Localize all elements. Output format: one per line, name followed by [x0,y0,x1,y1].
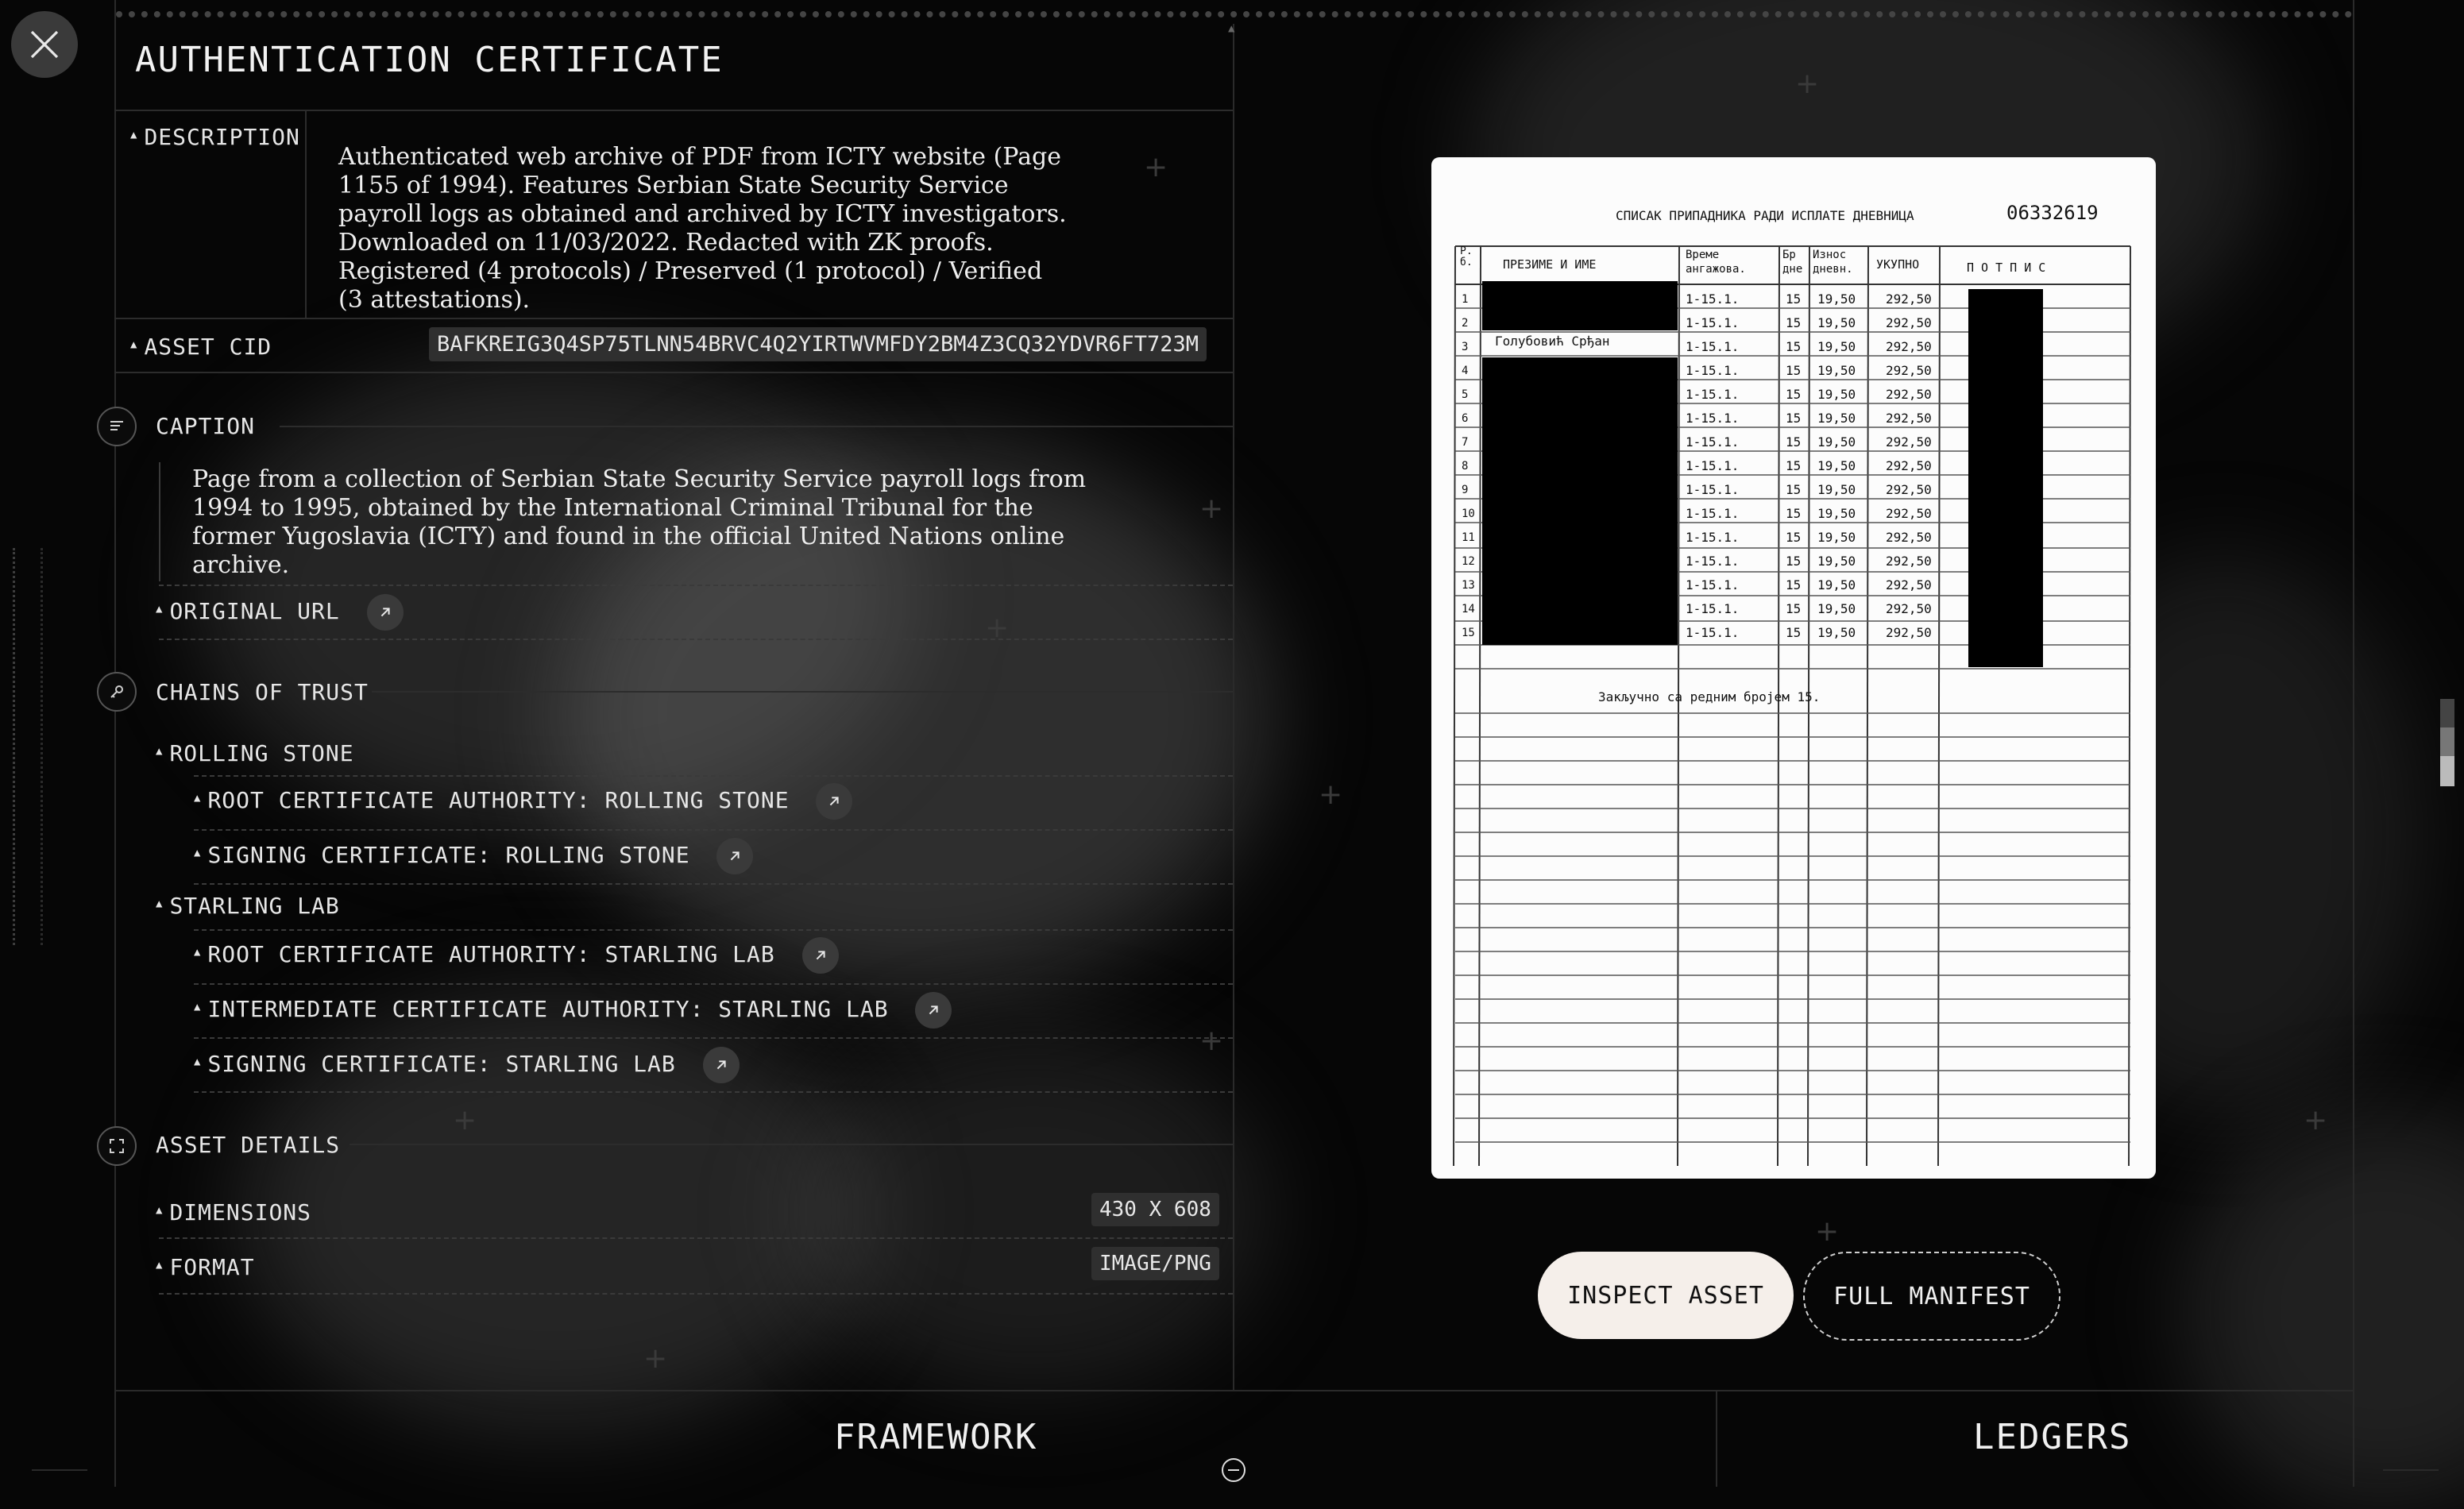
doc-closing-note: Закључно са редним бројем 15. [1598,689,1821,704]
doc-days-column: 15 15 15 15 15 15 15 15 15 15 15 15 15 15 15 [1786,291,1802,640]
external-link-icon[interactable] [367,594,404,631]
doc-col-days: Бр дне [1782,249,1803,276]
chains-of-trust-label: CHAINS OF TRUST [156,679,369,705]
divider-marker-icon: ▲ [1228,22,1235,35]
original-url-row[interactable]: ▲ ORIGINAL URL [156,594,404,631]
dimensions-value: 430 X 608 [1091,1193,1219,1226]
starling-lab-root-ca[interactable]: ▲ ROOT CERTIFICATE AUTHORITY: STARLING LAB [194,937,839,974]
starling-lab-signing-cert[interactable]: ▲ SIGNING CERTIFICATE: STARLING LAB [194,1047,740,1083]
rolling-stone-root-ca[interactable]: ▲ ROOT CERTIFICATE AUTHORITY: ROLLING STONE [194,783,852,820]
caption-text: Page from a collection of Serbian State Security Service payroll logs from 1994 to 1995, obtained by the International Criminal Tribunal for the former Yugoslavia (ICTY) and found in the official United Nations online archive. [192,465,1087,579]
asset-cid-label: ▲ ASSET CID [130,334,272,360]
format-value: IMAGE/PNG [1091,1247,1219,1280]
document-heading: СПИСАК ПРИПАДНИКА РАДИ ИСПЛАТЕ ДНЕВНИЦА [1616,208,1914,223]
description-label: ▲ DESCRIPTION [130,124,300,150]
caption-icon [97,407,137,446]
footer-ledgers-tab[interactable]: LEDGERS [1973,1417,2132,1457]
doc-col-time: Време ангажова. [1686,249,1746,276]
external-link-icon[interactable] [915,992,952,1029]
edge-noise-decoration [13,548,43,945]
doc-col-rate: Износ дневн. [1813,249,1853,276]
doc-visible-name: Голубовић Срђан [1495,334,1610,349]
doc-row-numbers: 1 2 3 4 5 6 7 8 9 10 11 12 13 14 15 [1462,293,1475,639]
chain-group-rolling-stone[interactable]: ▲ ROLLING STONE [156,740,354,766]
doc-col-total: УКУПНО [1876,257,1920,272]
close-icon [25,25,64,64]
external-link-icon[interactable] [816,783,852,820]
document-number: 06332619 [2006,202,2099,224]
fullscreen-icon [97,1126,137,1166]
external-link-icon[interactable] [716,838,753,874]
doc-period-column: 1-15.1. 1-15.1. 1-15.1. 1-15.1. 1-15.1. 1-15.1. 1-15.1. 1-15.1. 1-15.1. 1-15.1. 1-15.1. 1-15.1. 1-15.1. 1-15.1. 1-15.1. [1686,291,1740,640]
doc-col-signature: П О Т П И С [1967,261,2046,275]
rolling-stone-signing-cert[interactable]: ▲ SIGNING CERTIFICATE: ROLLING STONE [194,838,753,874]
doc-rate-column: 19,50 19,50 19,50 19,50 19,50 19,50 19,50 19,50 19,50 19,50 19,50 19,50 19,50 19,50 19,50 [1817,291,1856,640]
description-text: Authenticated web archive of PDF from ICTY website (Page 1155 of 1994). Features Serbian State Security Service payroll logs as obtained and archived by ICTY investigators. Downloaded on 11/03/2022. Redacted with ZK proofs. Registered (4 protocols) / Preserved (1 protocol) / Verified (3 attestations). [338,143,1067,314]
full-manifest-button[interactable]: FULL MANIFEST [1803,1252,2060,1341]
chain-group-starling-lab[interactable]: ▲ STARLING LAB [156,893,340,919]
page-title: AUTHENTICATION CERTIFICATE [135,40,724,80]
inspect-asset-button[interactable]: INSPECT ASSET [1538,1252,1794,1339]
scroll-indicator[interactable] [2440,699,2454,786]
asset-cid-value[interactable]: BAFKREIG3Q4SP75TLNN54BRVC4Q2YIRTWVMFDY2BM4Z3CQ32YDVR6FT723M [429,327,1207,361]
close-button[interactable] [11,11,78,78]
doc-col-rb: Р. б. [1460,245,1473,268]
dimensions-label: ▲ DIMENSIONS [156,1199,312,1225]
footer-framework-tab[interactable]: FRAMEWORK [834,1417,1038,1457]
asset-preview-image[interactable] [1431,157,2156,1179]
minimize-icon[interactable] [1222,1458,1246,1482]
key-icon [97,672,137,712]
doc-col-name: ПРЕЗИМЕ И ИМЕ [1503,257,1597,272]
external-link-icon[interactable] [703,1047,740,1083]
asset-details-label: ASSET DETAILS [156,1132,341,1158]
doc-total-column: 292,50 292,50 292,50 292,50 292,50 292,50 292,50 292,50 292,50 292,50 292,50 292,50 292,50 292,50 292,50 [1886,291,1932,640]
format-label: ▲ FORMAT [156,1254,255,1280]
external-link-icon[interactable] [802,937,839,974]
caption-label: CAPTION [156,413,256,439]
starling-lab-intermediate-ca[interactable]: ▲ INTERMEDIATE CERTIFICATE AUTHORITY: STARLING LAB [194,992,952,1029]
